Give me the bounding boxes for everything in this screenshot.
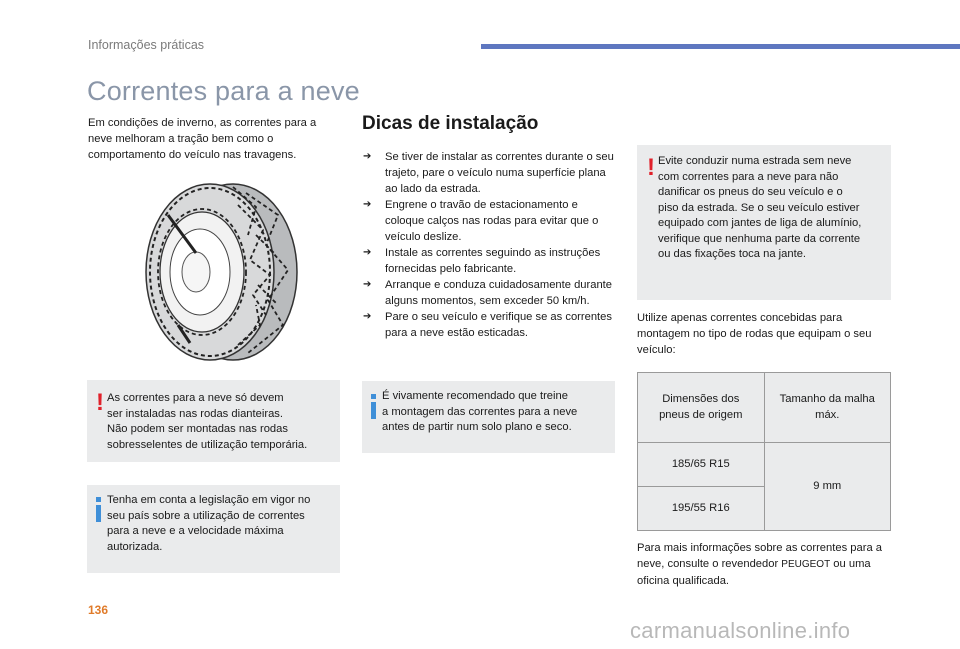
info-line: Tenha em conta a legislação em vigor no	[107, 494, 311, 506]
warning-line: verifique que nenhuma parte da corrente	[658, 232, 861, 245]
warning-line: equipado com jantes de liga de alumínio,	[658, 217, 862, 229]
table-header-cell: Dimensões dos pneus de origem	[638, 373, 765, 443]
arrow-bullet-icon: ➔	[363, 247, 372, 258]
arrow-bullet-icon: ➔	[363, 151, 372, 162]
info-line: antes de partir num solo plano e seco.	[382, 421, 572, 433]
warning-line: danificar os pneus do seu veículo e o	[658, 186, 843, 198]
installation-heading: Dicas de instalação	[362, 113, 539, 134]
warning-line: com correntes para a neve para não	[658, 170, 839, 183]
warning-line: ou das fixações toca na jante.	[658, 248, 807, 260]
brand-name: PEUGEOT	[781, 559, 831, 570]
info-box-practice	[362, 381, 615, 453]
info-line: É vivamente recomendado que treine	[382, 390, 568, 402]
snow-chain-tyre-illustration	[138, 175, 303, 370]
more-info-paragraph	[637, 540, 893, 589]
tyre-chain-size-table	[637, 372, 891, 531]
watermark: carmanualsonline.info	[630, 618, 851, 643]
list-item: ➔ Arranque e conduza cuidadosamente durante alguns momentos, sem exceder 50 km/h.	[363, 279, 613, 307]
header-accent-bar	[481, 44, 960, 49]
table-row	[638, 443, 891, 487]
info-line: para a neve e a velocidade máxima	[107, 525, 284, 537]
warning-line: sobresselentes de utilização temporária.	[107, 438, 308, 451]
list-item: ➔ Se tiver de instalar as correntes durante o seu trajeto, pare o veículo numa superfície plana ao lado da estrada.	[363, 151, 614, 195]
table-header-row	[638, 373, 891, 443]
more-info-text: Para mais informações sobre as correntes para a neve, consulte o revendedor	[637, 542, 882, 570]
warning-line: As correntes para a neve só devem	[107, 392, 284, 404]
arrow-bullet-icon: ➔	[363, 279, 372, 290]
page-number: 136	[88, 603, 109, 617]
table-header-cell: Tamanho da malha máx.	[764, 373, 891, 443]
warning-exclamation-icon: !	[647, 154, 655, 181]
info-line: seu país sobre a utilização de correntes	[107, 509, 305, 522]
list-item: ➔ Instale as correntes seguindo as instruções fornecidas pelo fabricante.	[363, 247, 601, 275]
info-line: autorizada.	[107, 540, 163, 553]
table-cell: 195/55 R16	[638, 487, 765, 531]
list-item: ➔ Pare o seu veículo e verifique se as correntes para a neve estão esticadas.	[363, 311, 612, 339]
section-title: Informações práticas	[88, 38, 205, 52]
table-cell: 185/65 R15	[638, 443, 765, 487]
more-info-text: ou uma oficina qualificada.	[637, 558, 871, 587]
arrow-bullet-icon: ➔	[363, 311, 372, 322]
warning-exclamation-icon: !	[96, 389, 104, 416]
warning-line: ser instaladas nas rodas dianteiras.	[107, 407, 283, 420]
list-item: ➔ Engrene o travão de estacionamento e coloque calços nas rodas para evitar que o veículo deslize.	[363, 199, 599, 243]
warning-box-no-snow	[637, 145, 891, 300]
arrow-bullet-icon: ➔	[363, 199, 372, 210]
warning-line: piso da estrada. Se o seu veículo estiver	[658, 201, 860, 214]
warning-line: Não podem ser montadas nas rodas	[107, 423, 288, 435]
info-box-legislation	[87, 485, 340, 573]
warning-line: Evite conduzir numa estrada sem neve	[658, 155, 852, 167]
use-only-paragraph: Utilize apenas correntes concebidas para montagem no tipo de rodas que equipam o seu veículo:	[637, 312, 872, 356]
intro-paragraph: Em condições de inverno, as correntes para a neve melhoram a tração bem como o comportamento do veículo nas travagens.	[88, 117, 317, 161]
info-line: a montagem das correntes para a neve	[382, 405, 578, 418]
page-title: Correntes para a neve	[87, 76, 360, 106]
installation-steps	[363, 149, 618, 341]
table-cell: 9 mm	[764, 443, 891, 531]
warning-box-front-wheels	[87, 380, 340, 462]
